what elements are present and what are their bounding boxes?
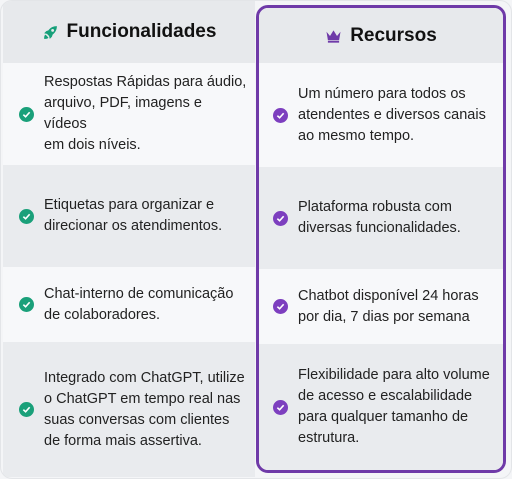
feature-text: Chat-interno de comunicação de colaboradores. [44,285,234,323]
recursos-header [259,8,503,63]
list-item [259,167,503,269]
resource-text: Flexibilidade para alto volume de acesso e escalabilidade para qualquer tamanho de estrutura. [298,367,490,446]
list-item [259,63,503,167]
check-circle-icon [19,402,34,417]
list-item [3,342,255,477]
feature-text: Etiquetas para organizar e direcionar os atendimentos. [44,197,223,234]
check-circle-icon [273,400,288,415]
list-item [259,344,503,470]
feature-text: Respostas Rápidas para áudio, arquivo, PDF, imagens e vídeos em dois níveis. [44,74,247,153]
check-circle-icon [273,108,288,123]
recursos-title: Recursos [350,24,437,46]
check-circle-icon [273,299,288,314]
check-circle-icon [19,209,34,224]
crown-icon [325,29,342,43]
resource-text: Um número para todos os atendentes e diversos canais ao mesmo tempo. [298,85,486,144]
rocket-icon [42,24,59,41]
resource-text: Plataforma robusta com diversas funcionalidades. [298,199,461,236]
check-circle-icon [19,297,34,312]
list-item [259,269,503,344]
list-item [3,165,255,267]
funcionalidades-column [3,1,255,476]
funcionalidades-header [3,1,255,63]
check-circle-icon [19,107,34,122]
list-item [3,267,255,342]
check-circle-icon [273,211,288,226]
recursos-column [256,5,506,473]
resource-text: Chatbot disponível 24 horas por dia, 7 dias por semana [298,287,479,325]
feature-text: Integrado com ChatGPT, utilize o ChatGPT em tempo real nas suas conversas com clientes de forma mais assertiva. [44,369,245,449]
funcionalidades-title: Funcionalidades [66,21,217,42]
list-item [3,63,255,165]
